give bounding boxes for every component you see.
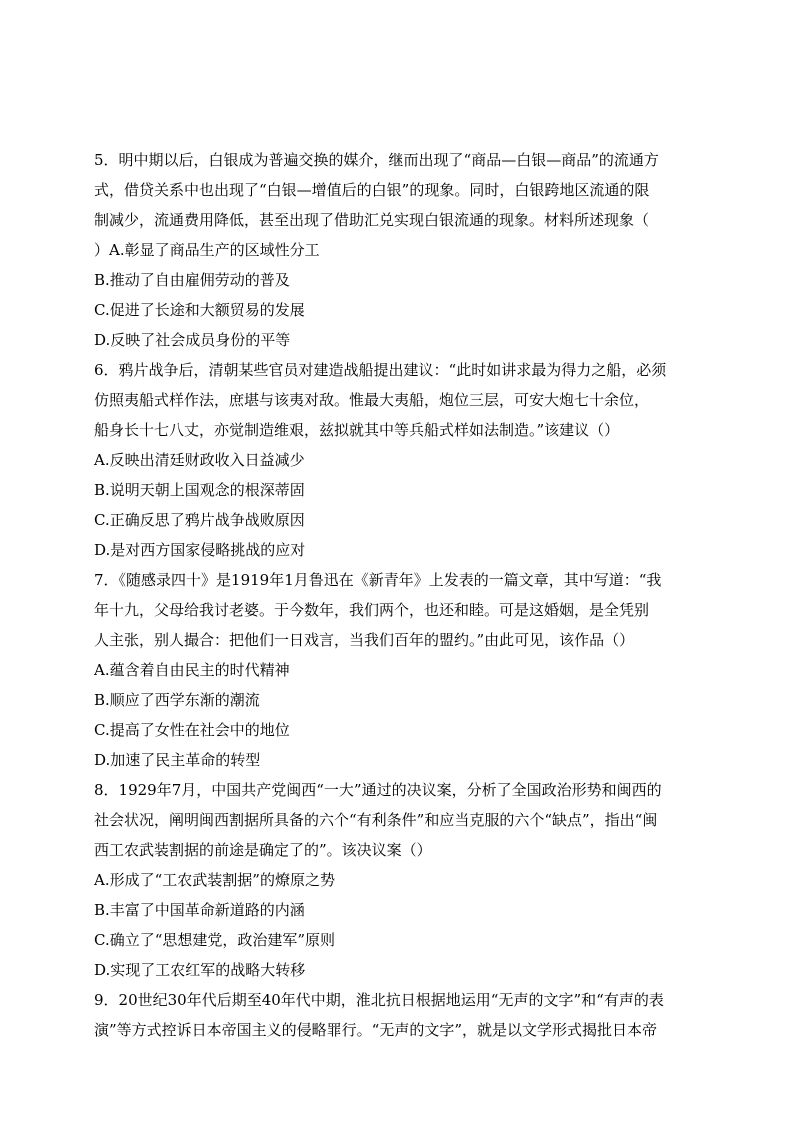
- q5-stem-line-4: ）A.彰显了商品生产的区域性分工: [94, 241, 320, 259]
- q6-stem-line-1: 6．鸦片战争后，清朝某些官员对建造战船提出建议：“此时如讲求最为得力之船，必须: [94, 361, 667, 379]
- q8-option-b: B.丰富了中国革命新道路的内涵: [94, 901, 305, 919]
- q9-stem-line-1: 9．20世纪30年代后期至40年代中期，淮北抗日根据地运用“无声的文字”和“有声的表: [94, 991, 664, 1009]
- q7-option-a: A.蕴含着自由民主的时代精神: [94, 661, 290, 679]
- q8-option-c: C.确立了“思想建党，政治建军”原则: [94, 931, 336, 949]
- q7-option-b: B.顺应了西学东渐的潮流: [94, 691, 260, 709]
- q7-stem-line-2: 年十九，父母给我讨老婆。于今数年，我们两个，也还和睦。可是这婚姻，是全凭别: [94, 601, 650, 619]
- q5-option-b: B.推动了自由雇佣劳动的普及: [94, 271, 290, 289]
- q5-option-c: C.促进了长途和大额贸易的发展: [94, 301, 305, 319]
- q7-option-d: D.加速了民主革命的转型: [94, 751, 261, 769]
- q5-stem-line-1: 5．明中期以后，白银成为普遍交换的媒介，继而出现了“商品—白银—商品”的流通方: [94, 151, 659, 169]
- q5-stem-line-2: 式，借贷关系中也出现了“白银—增值后的白银”的现象。同时，白银跨地区流通的限: [94, 181, 650, 199]
- q6-option-b: B.说明天朝上国观念的根深蒂固: [94, 481, 305, 499]
- q6-option-a: A.反映出清廷财政收入日益减少: [94, 451, 305, 469]
- q8-stem-line-2: 社会状况，阐明闽西割据所具备的六个“有利条件”和应当克服的六个“缺点”，指出“闽: [94, 811, 658, 829]
- q8-stem-line-1: 8．1929年7月，中国共产党闽西“一大”通过的决议案，分析了全国政治形势和闽西的: [94, 781, 662, 799]
- q7-option-c: C.提高了女性在社会中的地位: [94, 721, 290, 739]
- q6-stem-line-2: 仿照夷船式样作法，庶堪与该夷对敌。惟最大夷船，炮位三层，可安大炮七十余位，: [94, 391, 650, 409]
- q7-stem-line-3: 人主张，别人撮合：把他们一日戏言，当我们百年的盟约。”由此可见，该作品（）: [94, 631, 635, 649]
- q8-option-d: D.实现了工农红军的战略大转移: [94, 961, 306, 979]
- q6-stem-line-3: 船身长十七八丈，亦觉制造维艰，兹拟就其中等兵船式样如法制造。”该建议（）: [94, 421, 620, 439]
- q9-stem-line-2: 演”等方式控诉日本帝国主义的侵略罪行。“无声的文字”，就是以文学形式揭批日本帝: [94, 1021, 658, 1039]
- q7-stem-line-1: 7．《随感录四十》是1919年1月鲁迅在《新青年》上发表的一篇文章，其中写道：“我: [94, 571, 662, 589]
- q8-stem-line-3: 西工农武装割据的前途是确定了的”。该决议案（）: [94, 841, 432, 859]
- q6-option-d: D.是对西方国家侵略挑战的应对: [94, 541, 306, 559]
- q5-option-d: D.反映了社会成员身份的平等: [94, 331, 291, 349]
- q8-option-a: A.形成了“工农武装割据”的燎原之势: [94, 871, 335, 889]
- q5-stem-line-3: 制减少，流通费用降低，甚至出现了借助汇兑实现白银流通的现象。材料所述现象（: [94, 211, 650, 229]
- q6-option-c: C.正确反思了鸦片战争战败原因: [94, 511, 305, 529]
